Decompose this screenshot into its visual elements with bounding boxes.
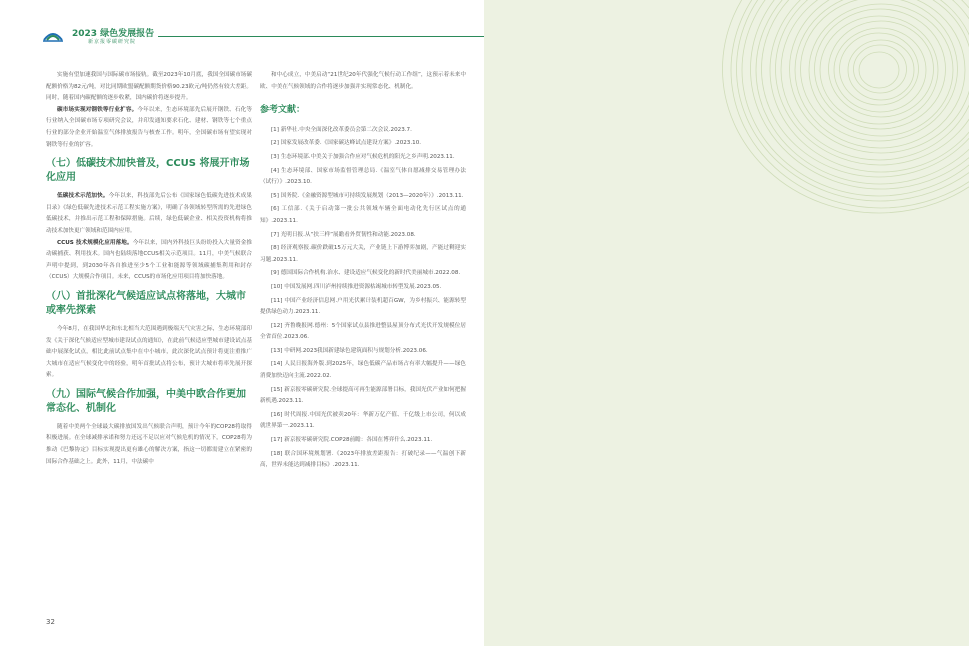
reference-item: [9] 德国国际合作机构.治水、建设适应气候变化的新时代美丽城市.2022.08. [271,270,461,277]
left-page [0,0,484,646]
reference-item: [15] 新京报零碳研究院.全球提高可再生能源部署目标，我国光伏产业如何把握新机遇.2023.11. [260,386,466,405]
references-list [260,125,466,472]
steel-paragraph [46,105,252,151]
ccus-paragraph [46,238,252,284]
tree-rings-decoration [709,0,969,240]
reference-item: [17] 新京报零碳研究院.COP28前瞻：各国在博弈什么.2023.11. [271,437,433,444]
reference-item: [1] 新华社.中央全面深化改革委员会第二次会议.2023.7. [271,126,412,133]
page-number: 32 [46,618,55,626]
adapt-paragraph: 今年8月，在我国华北和东北相当大范围遇到极端天气灾害之际，生态环境部印发《关于深化气候适应型城市建设试点的通知》，在此前气候适应型城市建设试点基础中展深化试点，相比此前试点集中在中小城市，此次深化试点预计将更注重推广大城市在适应气候变化中的经验，明年首批试点将公布，预计大城市将率先展开探索。 [46,325,252,379]
intro-paragraph: 实施有望加速我国与国际碳市场接轨。截至2023年10月底，我国全国碳市场碳配额价格为82元/吨，对比同期欧盟碳配额期货价格90.23欧元/吨仍然有较大差距。同时，随着国内碳配额的逐步收紧，国内碳价将逐步提升。 [46,72,252,102]
section-7-title: （七）低碳技术加快普及，CCUS 将展开市场化应用 [46,158,250,184]
report-subtitle: 新京报零碳研究院 [88,39,137,45]
reference-item: [5] 国务院.《金融资源型城市可持续发展规划（2013—2020年）》.2013.11. [271,192,464,199]
intl-paragraph: 随着中美两个全球最大碳排放国发出气候联合声明，预计今年的COP28将取得积极进展。在全球减排承诺和努力还远不足以应对气候危机的情况下，COP28将为推动《巴黎协定》目标实现提出更有雄心的解决方案，指这一切都需建立在紧密的国际合作基础之上。此外，11月，中法碳中 [46,423,252,465]
ring-line [859,52,899,88]
reference-item: [4] 生态环境部、国家市场监督管理总局.《温室气体自愿减排交易管理办法（试行）》.2023.10. [260,167,466,186]
steel-body: 今年以来，生态环境部先后展开钢铁、石化等行业纳入全国碳市场专项研究会议，并印发通知要求石化、建材、钢铁等七个重点行业的部分企业开始温室气体排放报告与核查工作。明年，全国碳市场有望实现对钢铁等行业的扩容。 [46,106,252,148]
report-title: 2023 绿色发展报告 [72,29,155,39]
ring-line [737,0,969,201]
ring-line [848,40,914,100]
references-title: 参考文献： [260,105,306,116]
decorative-panel [484,0,969,646]
reference-item: [10] 中国发展网.四川泸州持续推进资源枯竭城市转型发展.2023.05. [271,283,442,290]
report-logo-icon [42,26,64,44]
ring-line [809,4,953,136]
ring-line [756,0,969,184]
reference-item: [6] 工信部.《关于启动第一批公共领域车辆全面电动化先行区试点的通知》.2023.11. [260,206,466,224]
demo-lead: 低碳技术示范加快。 [57,193,109,200]
reference-item: [11] 中国产业经济信息网.户用光伏累计装机超百GW，为乡村振兴、能源转型提供绿色动力.2023.11. [260,297,466,316]
section-9-title: （九）国际气候合作加强，中美中欧合作更加常态化、机制化 [46,388,246,414]
header-divider [158,36,484,37]
right-text-column [260,70,466,474]
ring-line [790,0,969,153]
reference-item: [3] 生态环境部.中美关于加强合作应对气候危机的阳光之乡声明.2023.11. [271,153,455,160]
reference-item: [2] 国家发展改革委.《国家碳达峰试点建设方案》.2023.10. [271,140,422,147]
reference-item: [12] 齐鲁晚报网.德州：5个国家试点县推进整县屋顶分布式光伏开发规模位居全省首位.2023.06. [260,322,466,341]
ring-line [829,21,934,117]
section-8-title: （八）首批深化气候适应试点将落地，大城市或率先探索 [46,290,246,316]
reference-item: [18] 联合国环境规划署.《2023年排放差距报告：打破纪录——气温创下新高，世界未能达到减排目标》.2023.11. [260,450,466,469]
demo-body: 今年以来，科技部先后公布《国家绿色低碳先进技术成果目录》《绿色低碳先进技术示范工程实施方案》，明确了各领域转型所需的先进绿色低碳技术，并推出示范工程和保障措施。后续，绿色低碳企业、相关投资机构将推动技术加快更广领域和范围内应用。 [46,193,252,234]
continued-paragraph: 和中心成立，中美启动“21世纪20年代强化气候行动工作组”，这预示着未来中欧、中美在气候领域的合作将逐步加强并实现常态化、机制化。 [260,72,466,90]
left-text-column [46,70,252,468]
demo-paragraph [46,191,252,237]
steel-lead: 碳市场实现对钢铁等行业扩容。 [57,106,138,113]
reference-item: [14] 人民日报海外版.到2025年，绿色低碳产品市场占有率大幅提升——绿色消费加快迈向主流.2022.02. [260,361,466,380]
ring-line [820,16,938,124]
reference-item: [7] 光明日报.从“扶三样”展瞻看外贸韧性和动能.2023.08. [271,231,416,238]
reference-item: [13] 中研网.2023我国新建绿色建筑面积与规划分析.2023.06. [271,347,428,354]
ccus-body: 今年以来，国内外科技巨头纷纷投入大量资金推动碳捕获、利用技术。国内也陆续落地CCUS相关示范项目。11月，中美气候联合声明中提到，到2030年各自推进至少5个工业和能源等领域碳捕集利用和封存（CCUS）大规模合作项目。未来，CCUS的市场化应用项目将加快落地。 [46,239,252,281]
reference-item: [16] 时代周报.中国光伏被卖20年：华新万亿产值、千亿级上市公司，何以成就世界第一.2023.11. [260,411,466,430]
page-header [30,22,484,50]
reference-item: [8] 经济观察报.碳价跌破15万元大关，产业链上下游博弈加剧，产能过剩迎实习题.2023.11. [260,245,466,263]
ccus-lead: CCUS 技术规模化应用落地。 [57,239,133,246]
